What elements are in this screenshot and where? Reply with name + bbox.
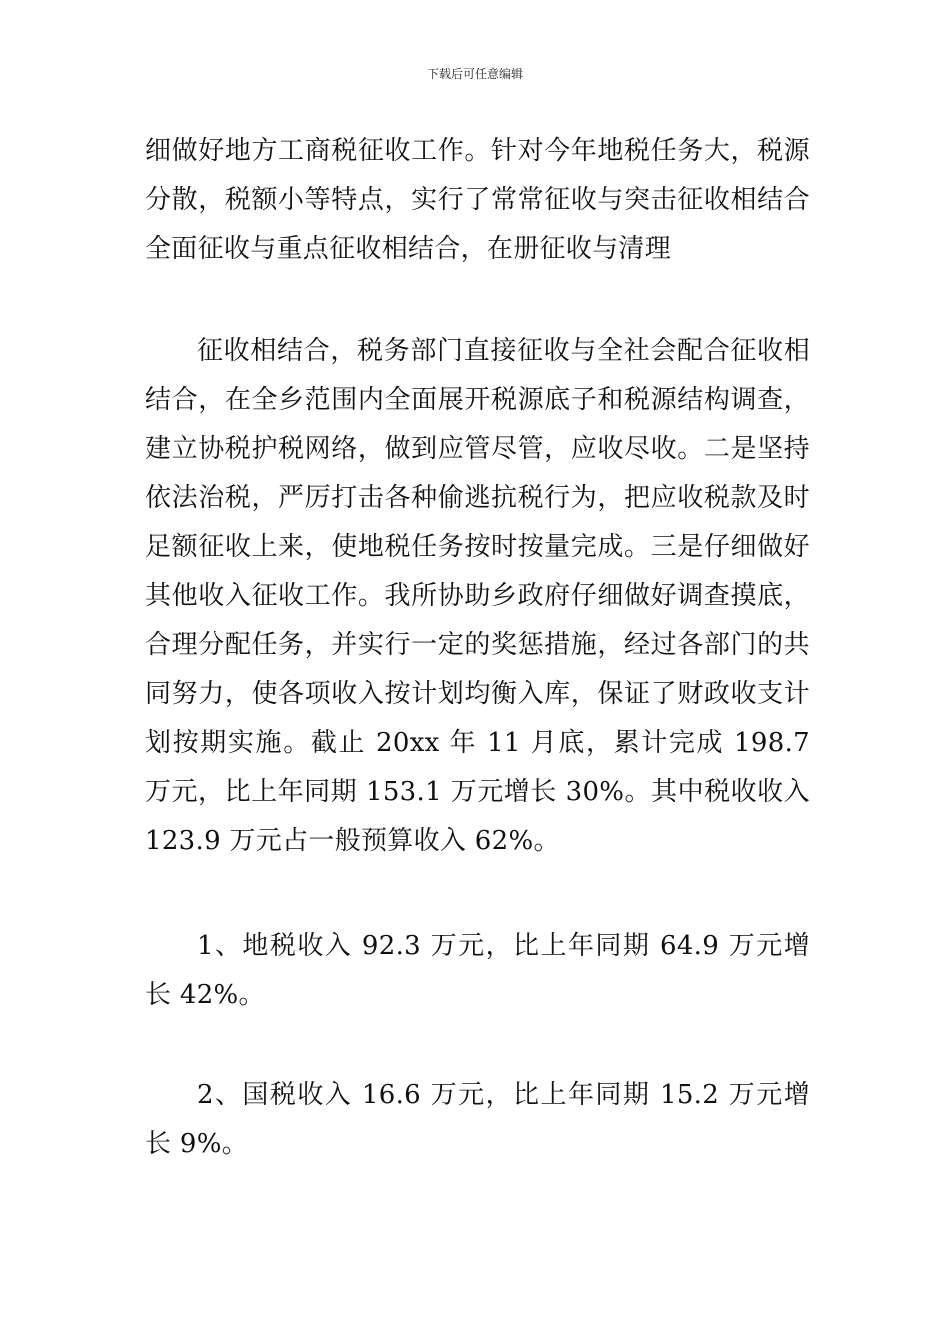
paragraph-national-tax-income: 2、国税收入 16.6 万元，比上年同期 15.2 万元增长 9%。 <box>145 1080 810 1159</box>
paragraph-tax-collection-intro: 细做好地方工商税征收工作。针对今年地税任务大，税源分散，税额小等特点，实行了常常征收与突击征收相结合全面征收与重点征收相结合，在册征收与清理 <box>145 136 810 264</box>
paragraph-local-tax-income: 1、地税收入 92.3 万元，比上年同期 64.9 万元增长 42%。 <box>145 931 810 1010</box>
page-header: 下载后可任意编辑 <box>426 67 523 81</box>
paragraph-tax-collection-details: 征收相结合，税务部门直接征收与全社会配合征收相结合，在全乡范围内全面展开税源底子和税源结构调查，建立协税护税网络，做到应管尽管，应收尽收。二是坚持依法治税，严厉打击各种偷逃抗税行为，把应收税款及时足额征收上来，使地税任务按时按量完成。三是仔细做好其他收入征收工作。我所协助乡政府仔细做好调查摸底，合理分配任务，并实行一定的奖惩措施，经过各部门的共同努力，使各项收入按计划均衡入库，保证了财政收支计划按期实施。截止 20xx 年 11 月底，累计完成 198.7 万元，比上年同期 153.1 万元增长 30%。其中税收收入 123.9 万元占一般预算收入 62%。 <box>145 336 810 856</box>
